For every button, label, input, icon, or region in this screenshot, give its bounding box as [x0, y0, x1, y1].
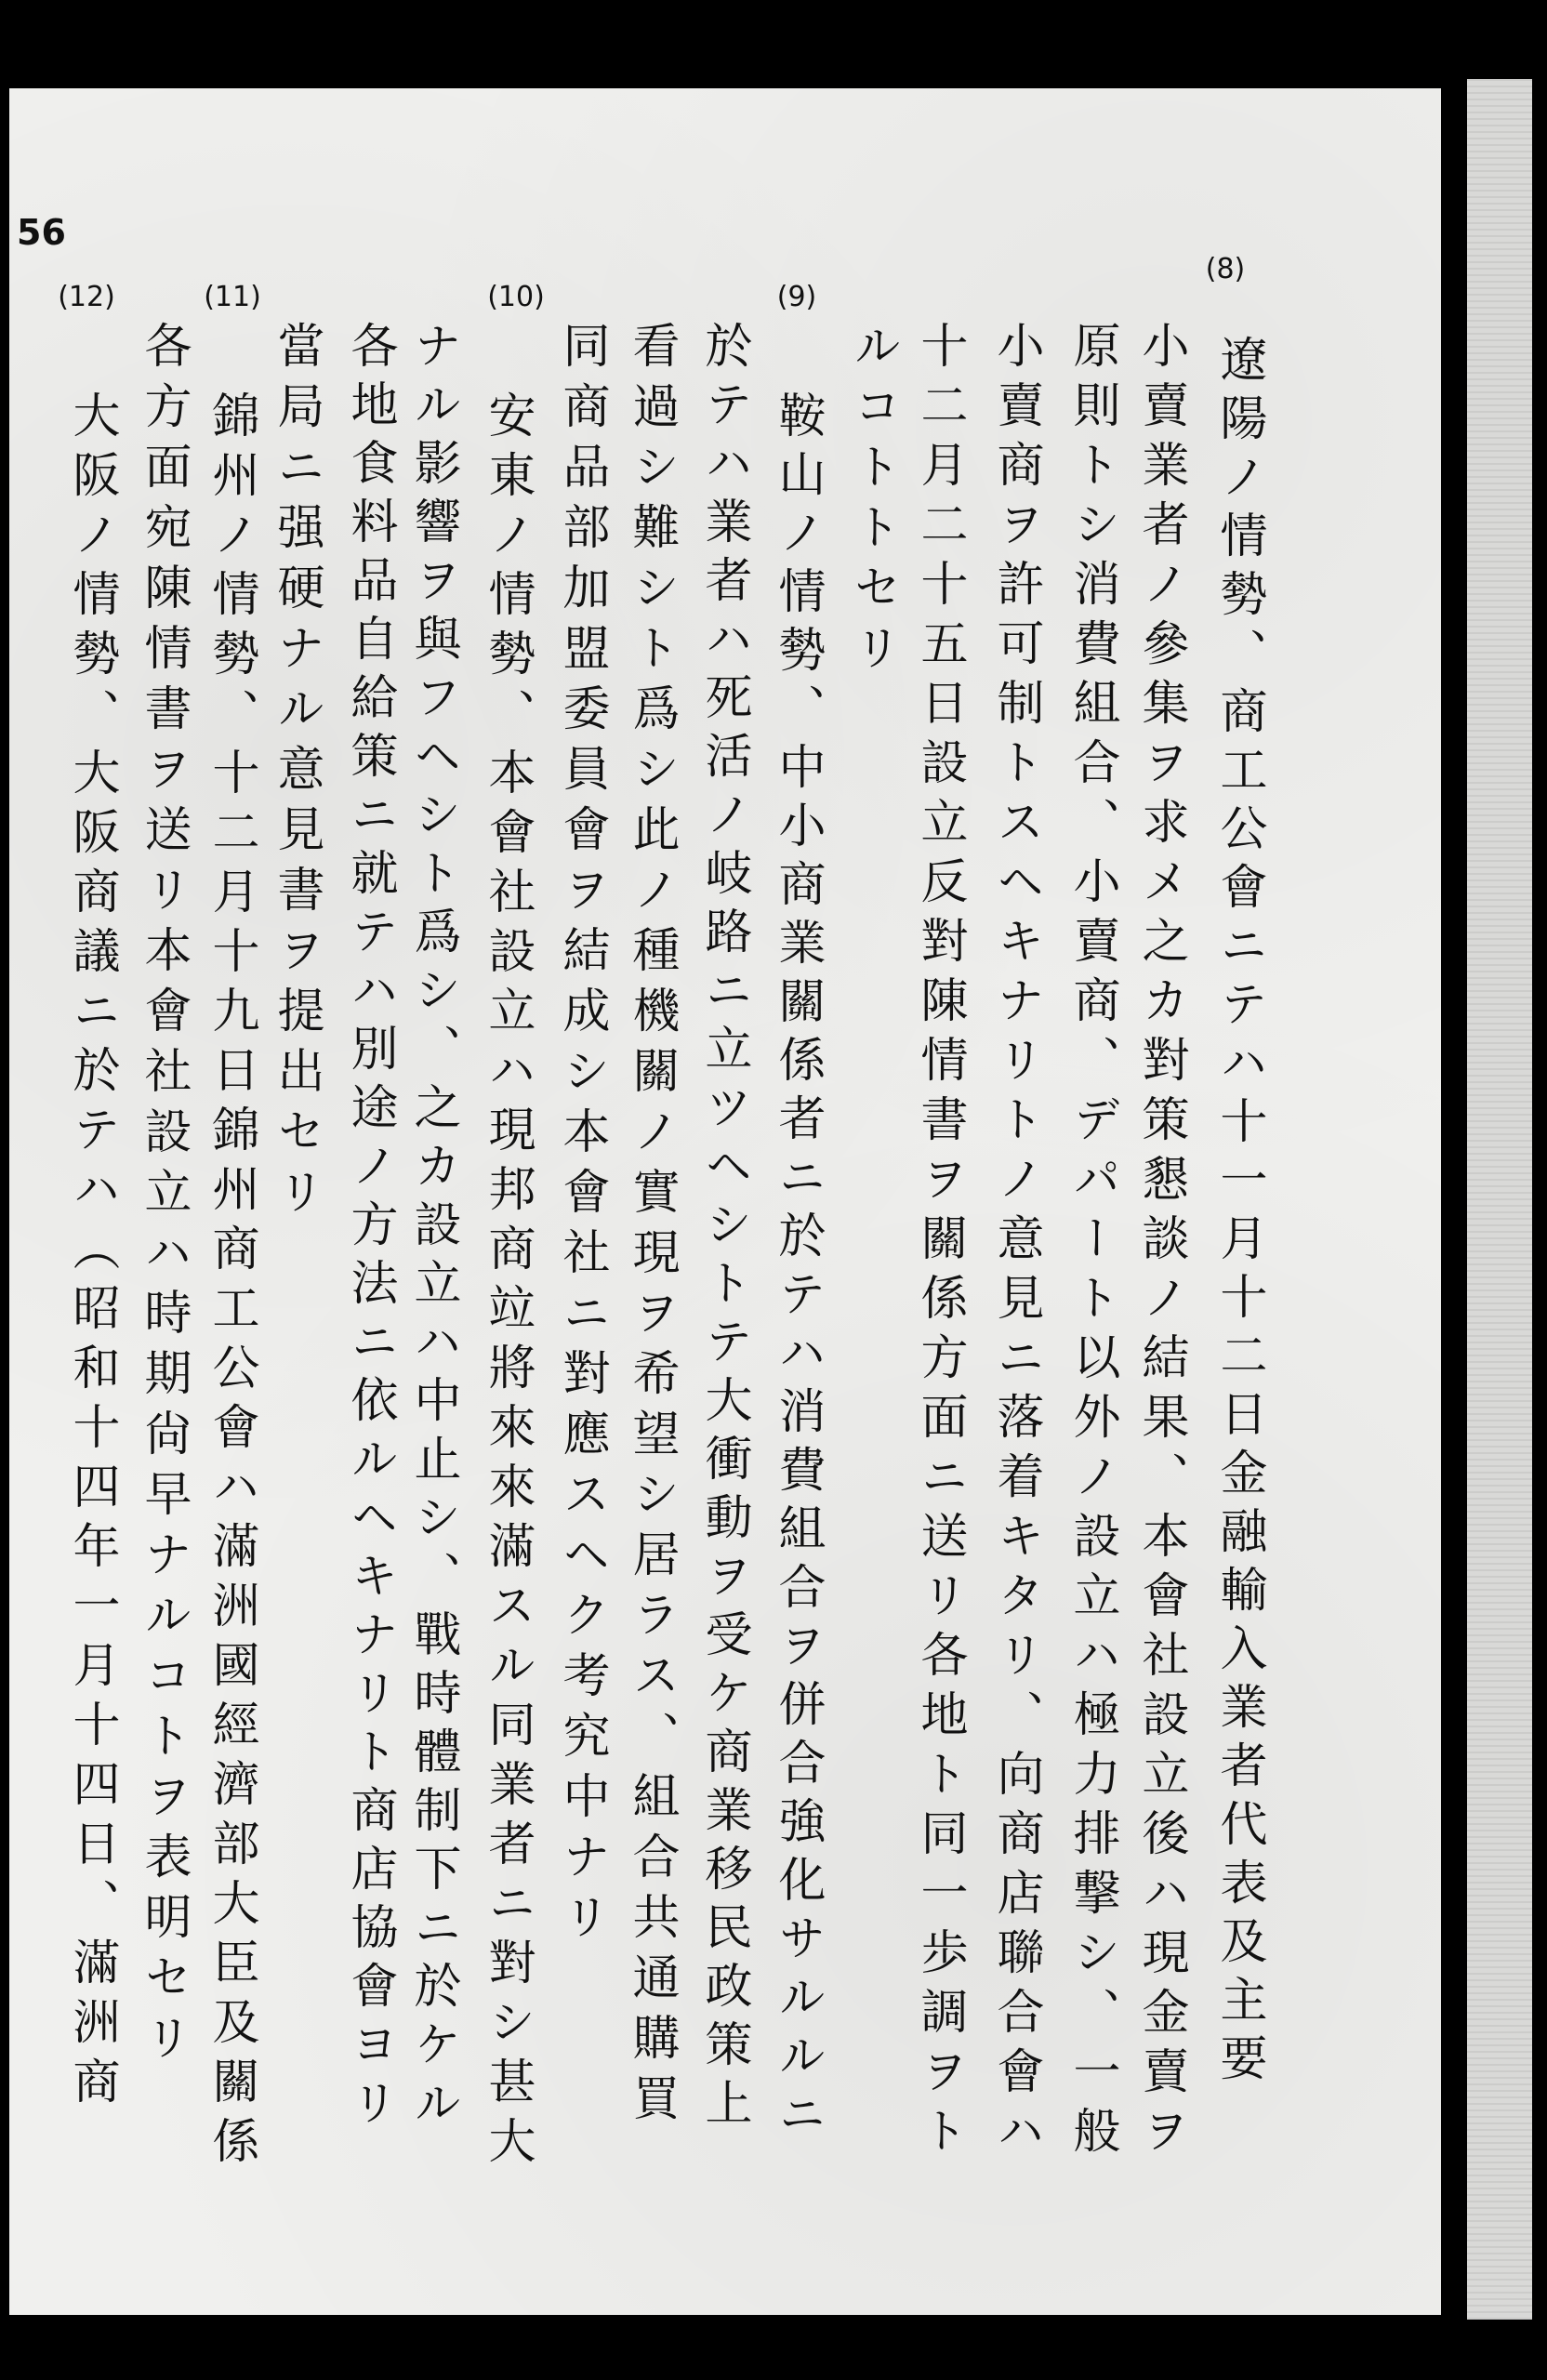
- text-column-7: 鞍山ノ情勢、中小商業關係者ニ於テハ消費組合ヲ併合強化サルルニ: [770, 390, 825, 2148]
- section-marker-12: (12): [58, 281, 115, 313]
- text-column-16: 各方面宛陳情書ヲ送リ本會社設立ハ時期尙早ナルコトヲ表明セリ: [136, 321, 191, 2073]
- book-spine: [1467, 79, 1532, 2320]
- page-number: 56: [17, 212, 66, 253]
- text-column-5: 十二月二十五日設立反對陳情書ヲ關係方面ニ送リ各地ト同一歩調ヲト: [912, 321, 967, 2165]
- text-column-14: 當局ニ强硬ナル意見書ヲ提出セリ: [269, 321, 324, 1227]
- text-column-6: ルコトトセリ: [845, 321, 900, 683]
- text-column-8: 於テハ業者ハ死活ノ岐路ニ立ツヘシトテ大衝動ヲ受ケ商業移民政策上: [696, 321, 751, 2136]
- text-column-4: 小賣商ヲ許可制トスヘキナリトノ意見ニ落着キタリ、向商店聯合會ハ: [988, 321, 1043, 2165]
- text-column-3: 原則トシ消費組合、小賣商、デパート以外ノ設立ハ極力排撃シ、一般: [1064, 321, 1119, 2165]
- text-column-10: 同商品部加盟委員會ヲ結成シ本會社ニ對應スヘク考究中ナリ: [554, 321, 609, 1952]
- text-column-13: 各地食料品自給策ニ就テハ別途ノ方法ニ依ルヘキナリト商店協會ヨリ: [342, 321, 397, 2136]
- text-column-9: 看過シ難シト爲シ此ノ種機關ノ實現ヲ希望シ居ラス、組合共通購買: [624, 321, 679, 2134]
- text-column-12: ナル影響ヲ與フヘシト爲シ、之カ設立ハ中止シ、戰時體制下ニ於ケル: [405, 321, 460, 2136]
- text-column-2: 小賣業者ノ參集ヲ求メ之カ對策懇談ノ結果、本會社設立後ハ現金賣ヲ: [1133, 321, 1188, 2165]
- text-column-11: 安東ノ情勢、本會社設立ハ現邦商竝將來來滿スル同業者ニ對シ甚大: [480, 390, 535, 2175]
- section-marker-8: (8): [1205, 253, 1246, 285]
- section-marker-10: (10): [487, 281, 545, 313]
- text-column-15: 錦州ノ情勢、十二月十九日錦州商工公會ハ滿洲國經濟部大臣及關係: [204, 390, 258, 2175]
- text-column-1: 遼陽ノ情勢、商工公會ニテハ十一月十二日金融輸入業者代表及主要: [1211, 335, 1266, 2092]
- section-marker-11: (11): [204, 281, 261, 313]
- text-column-17: 大阪ノ情勢、大阪商議ニ於テハ（昭和十四年一月十四日、滿洲商: [64, 390, 119, 2116]
- section-marker-9: (9): [776, 281, 817, 313]
